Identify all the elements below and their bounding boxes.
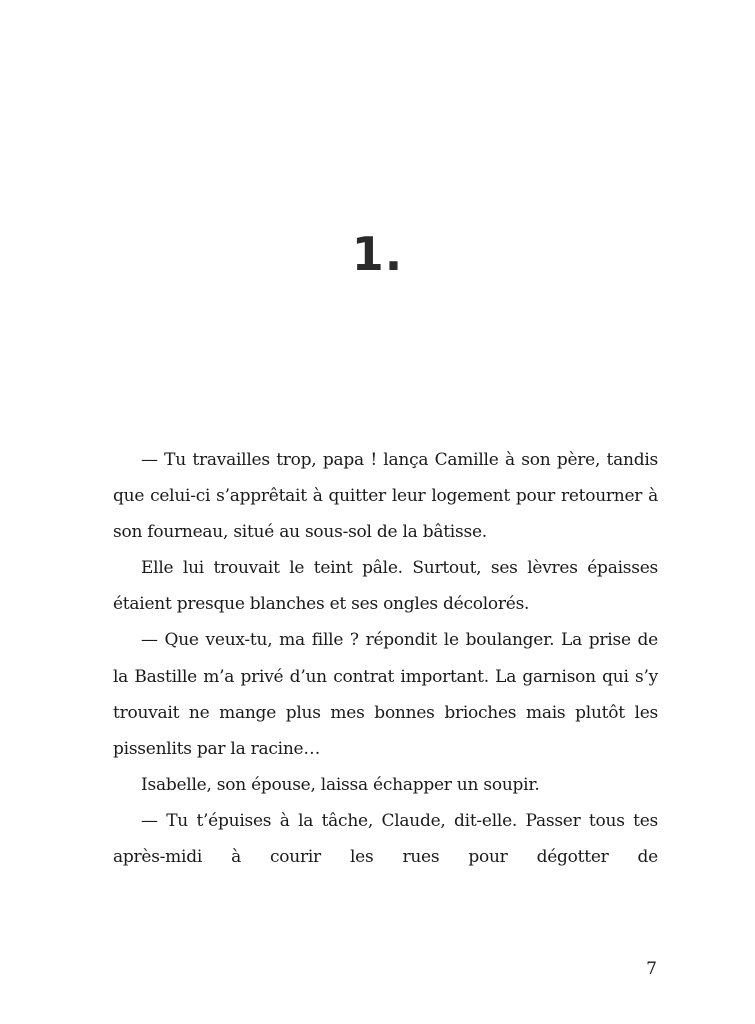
paragraph: — Que veux-tu, ma fille ? répondit le boulanger. La prise de la Bastille m’a privé d’un contrat important. La garnison qui s’y trouvait ne mange plus mes bonnes brioches mais plutôt les pissenlits par la racine… <box>113 630 658 759</box>
paragraph: Isabelle, son épouse, laissa échapper un soupir. <box>141 774 540 795</box>
paragraph: Elle lui trouvait le teint pâle. Surtout, ses lèvres épaisses étaient presque blanches et ses ongles décolorés. <box>113 558 658 615</box>
paragraph: — Tu travailles trop, papa ! lança Camille à son père, tandis que celui-ci s’apprêtait à quitter leur logement pour retourner à son fourneau, situé au sous-sol de la bâtisse. <box>113 450 658 543</box>
chapter-number: 1. <box>351 227 404 281</box>
body-text <box>113 442 658 875</box>
paragraph: — Tu t’épuises à la tâche, Claude, dit-elle. Passer tous tes après-midi à courir les rues pour dégotter de <box>113 810 658 868</box>
page-number: 7 <box>646 959 657 979</box>
